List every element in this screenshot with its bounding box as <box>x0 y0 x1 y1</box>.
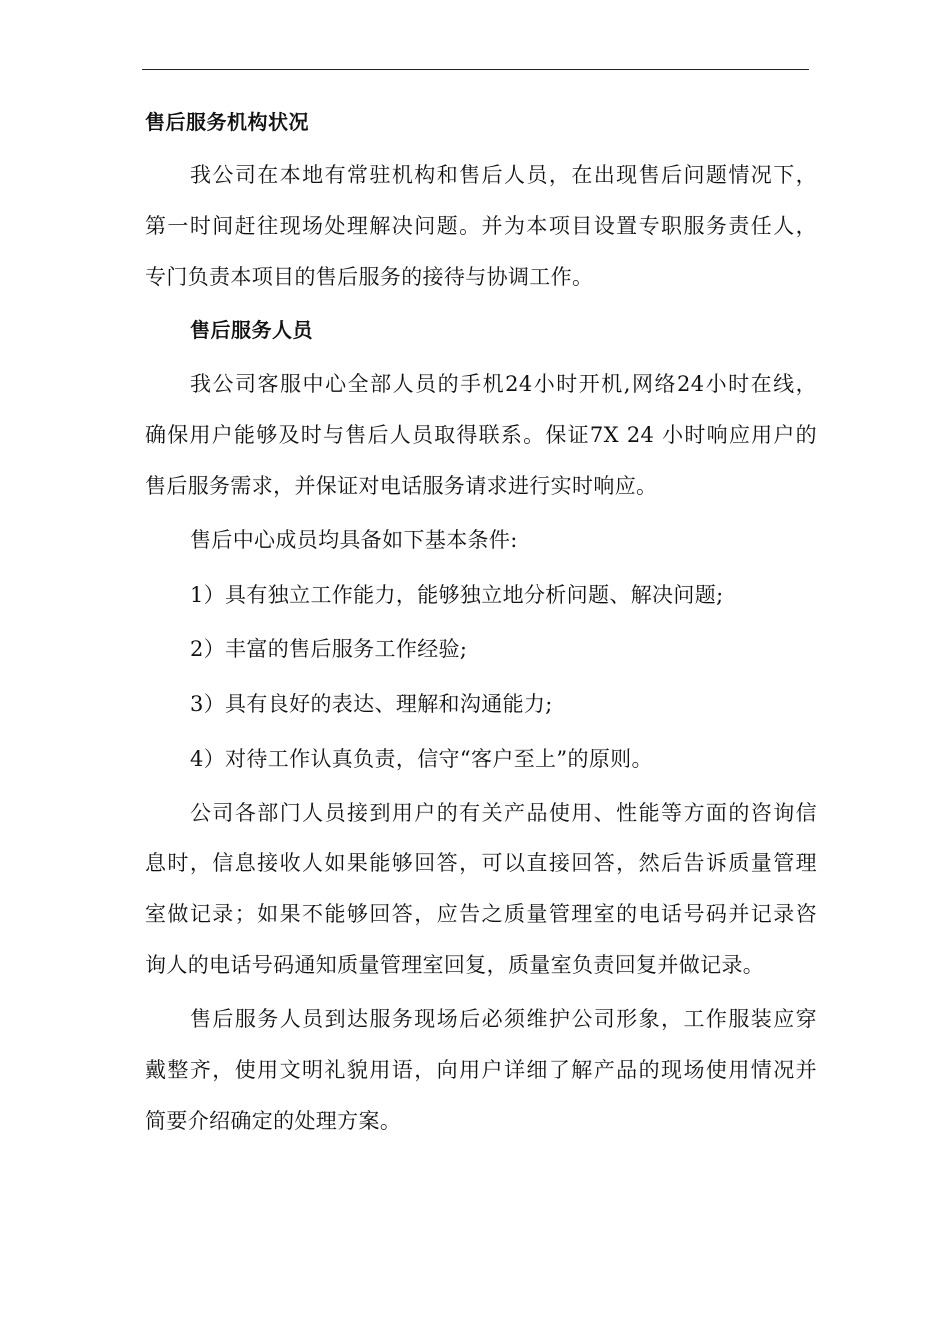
condition-item: 3）具有良好的表达、理解和沟通能力; <box>190 692 553 716</box>
paragraph-line: 询人的电话号码通知质量管理室回复，质量室负责回复并做记录。 <box>145 953 765 977</box>
paragraph-line: 息时，信息接收人如果能够回答，可以直接回答，然后告诉质量管理 <box>145 851 817 875</box>
paragraph-line: 公司各部门人员接到用户的有关产品使用、性能等方面的咨询信 <box>190 801 817 825</box>
section-heading-service-staff: 售后服务人员 <box>190 318 313 342</box>
condition-item: 2）丰富的售后服务工作经验; <box>190 637 468 661</box>
paragraph-line: 我公司客服中心全部人员的手机24小时开机,网络24小时在线， <box>190 372 817 396</box>
paragraph-line: 简要介绍确定的处理方案。 <box>145 1109 402 1133</box>
paragraph-line: 售后服务人员到达服务现场后必须维护公司形象，工作服装应穿 <box>190 1007 817 1031</box>
paragraph-line: 我公司在本地有常驻机构和售后人员，在出现售后问题情况下， <box>190 163 817 187</box>
condition-item: 1）具有独立工作能力，能够独立地分析问题、解决问题; <box>190 583 724 607</box>
conditions-intro: 售后中心成员均具备如下基本条件: <box>190 528 518 552</box>
paragraph-line: 确保用户能够及时与售后人员取得联系。保证7X 24 小时响应用户的 <box>145 423 817 447</box>
paragraph-line: 室做记录；如果不能够回答，应告之质量管理室的电话号码并记录咨 <box>145 902 817 926</box>
section-heading-service-organization: 售后服务机构状况 <box>145 110 309 134</box>
paragraph-line: 售后服务需求，并保证对电话服务请求进行实时响应。 <box>145 474 658 498</box>
paragraph-line: 戴整齐，使用文明礼貌用语，向用户详细了解产品的现场使用情况并 <box>145 1058 817 1082</box>
paragraph-line: 第一时间赶往现场处理解决问题。并为本项目设置专职服务责任人， <box>145 214 817 238</box>
condition-item: 4）对待工作认真负责，信守“客户至上”的原则。 <box>190 747 653 771</box>
paragraph-line: 专门负责本项目的售后服务的接待与协调工作。 <box>145 265 594 289</box>
